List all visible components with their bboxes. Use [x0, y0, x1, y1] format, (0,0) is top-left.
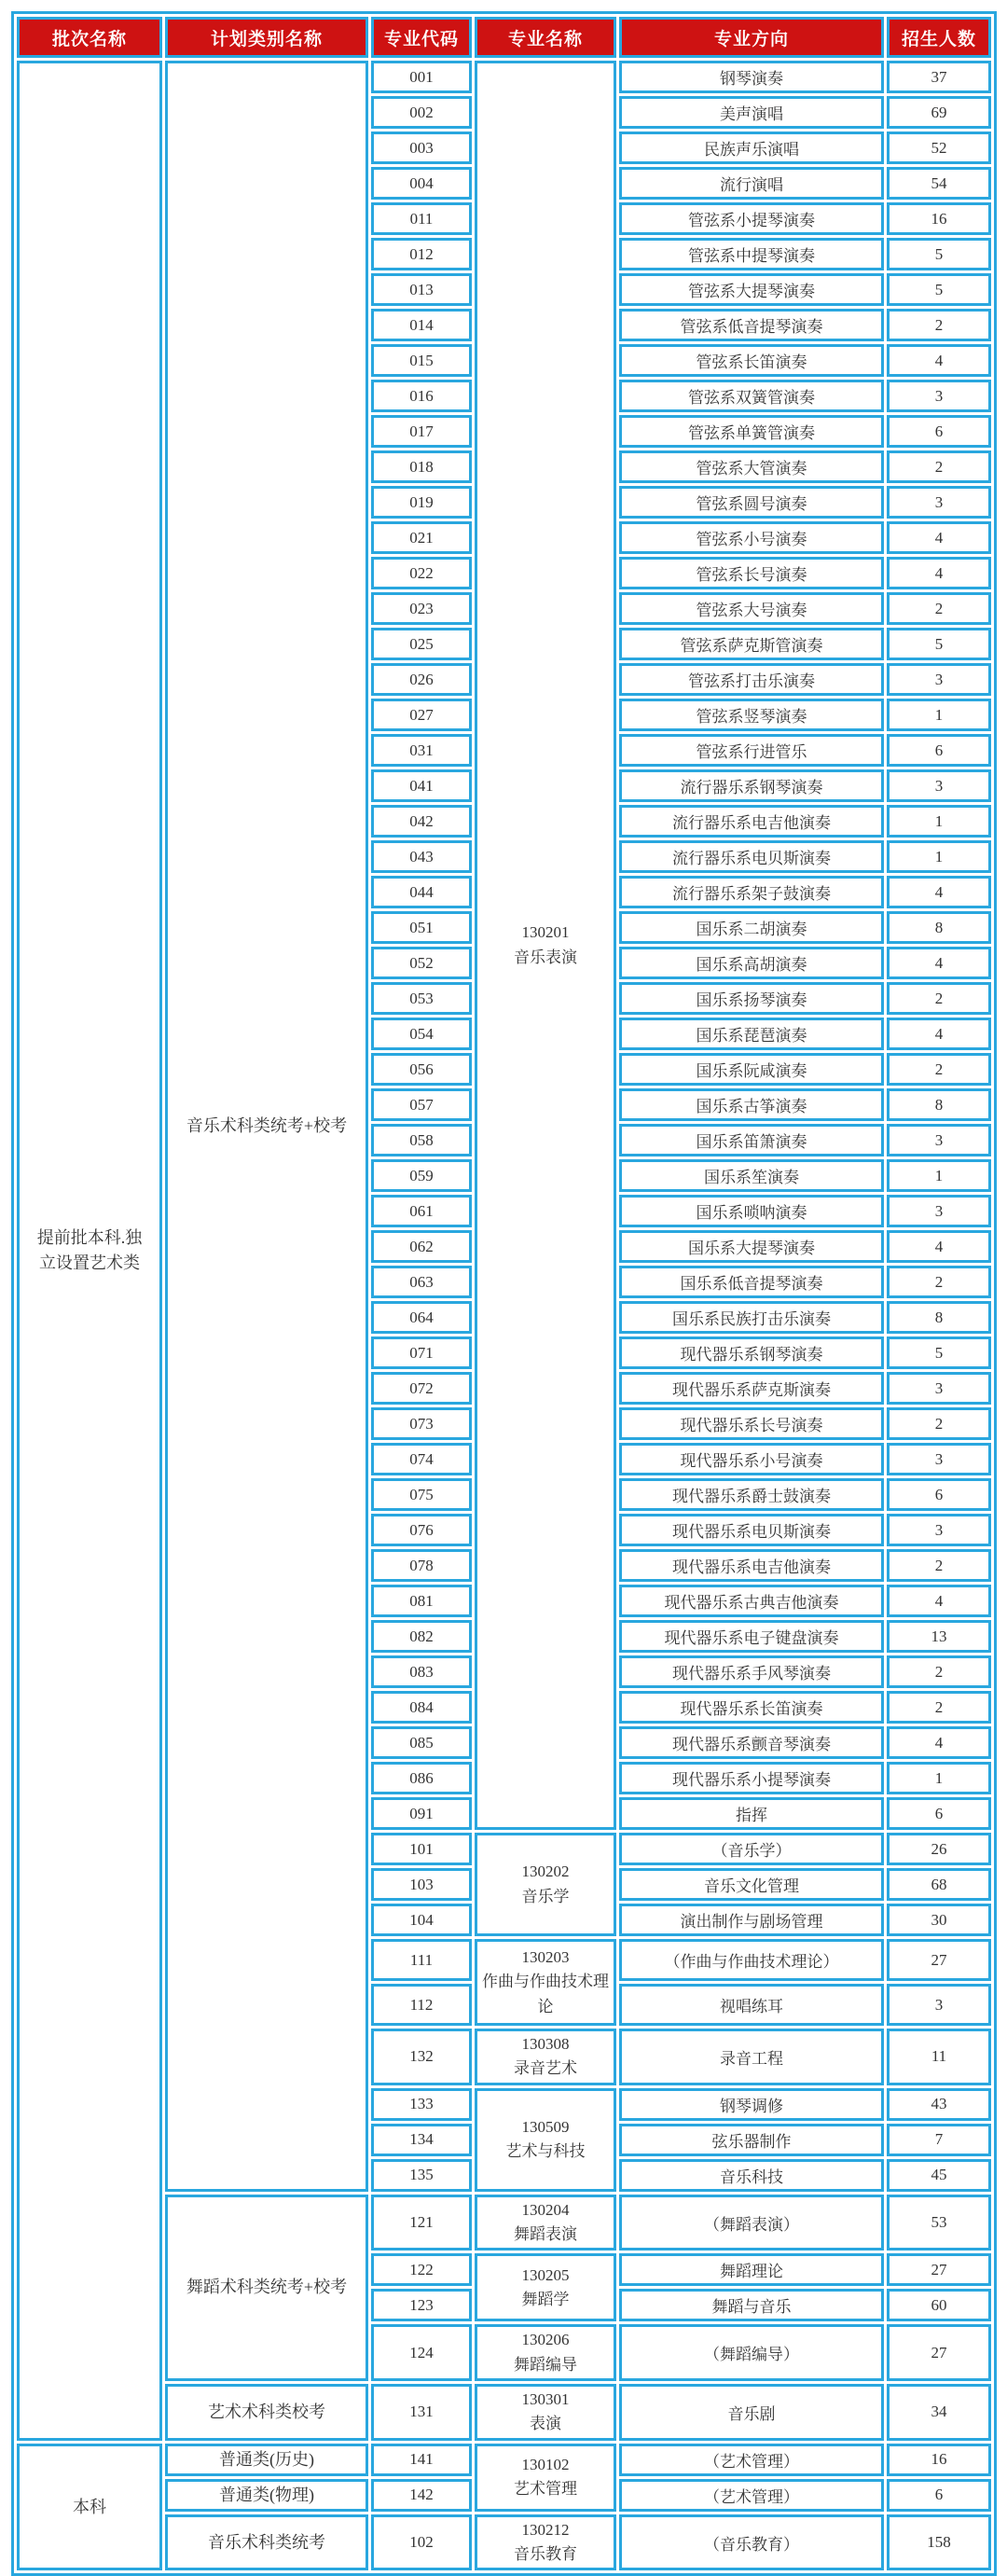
- direction-cell: 国乐系古筝演奏: [619, 1088, 884, 1121]
- direction-cell: 现代器乐系小提琴演奏: [619, 1762, 884, 1794]
- count-cell: 27: [887, 2253, 991, 2286]
- major-id-text: 130509: [521, 2117, 570, 2136]
- major-code-cell: 103: [371, 1868, 472, 1901]
- major-cell: [475, 1833, 616, 1936]
- column-header-category: 计划类别名称: [165, 17, 368, 58]
- count-cell: 1: [887, 1762, 991, 1794]
- count-cell: 7: [887, 2124, 991, 2156]
- count-cell: 8: [887, 1088, 991, 1121]
- major-code-cell: 019: [371, 486, 472, 519]
- direction-cell: 管弦系打击乐演奏: [619, 663, 884, 696]
- direction-cell: 管弦系萨克斯管演奏: [619, 628, 884, 660]
- major-id-text: 130201: [521, 923, 570, 942]
- major-cell: [475, 2324, 616, 2381]
- direction-cell: 管弦系竖琴演奏: [619, 699, 884, 731]
- direction-cell: 管弦系低音提琴演奏: [619, 309, 884, 341]
- direction-cell: 流行器乐系电贝斯演奏: [619, 840, 884, 873]
- major-id-text: 130205: [521, 2265, 570, 2284]
- count-cell: 2: [887, 1407, 991, 1440]
- direction-cell: 现代器乐系电子键盘演奏: [619, 1620, 884, 1653]
- count-cell: 8: [887, 911, 991, 944]
- direction-cell: 钢琴演奏: [619, 61, 884, 93]
- major-code-cell: 013: [371, 273, 472, 306]
- direction-cell: 管弦系大提琴演奏: [619, 273, 884, 306]
- direction-cell: （舞蹈编导）: [619, 2324, 884, 2381]
- table-row: [17, 2324, 991, 2381]
- major-code-cell: 021: [371, 521, 472, 554]
- count-cell: 3: [887, 1195, 991, 1227]
- major-cell: [475, 2195, 616, 2251]
- direction-cell: 管弦系中提琴演奏: [619, 238, 884, 270]
- count-cell: 158: [887, 2514, 991, 2571]
- major-code-cell: 002: [371, 96, 472, 129]
- count-cell: 3: [887, 769, 991, 802]
- table-row: [17, 1833, 991, 1865]
- direction-cell: 现代器乐系古典吉他演奏: [619, 1585, 884, 1617]
- major-code-cell: 135: [371, 2159, 472, 2192]
- column-header-major-name: 专业名称: [475, 17, 616, 58]
- direction-cell: 音乐科技: [619, 2159, 884, 2192]
- table-row: [17, 2514, 991, 2571]
- table-row: [17, 2444, 991, 2476]
- count-cell: 4: [887, 521, 991, 554]
- major-id-text: 130212: [521, 2520, 570, 2539]
- direction-cell: 钢琴调修: [619, 2088, 884, 2121]
- major-id-text: 130202: [521, 1863, 570, 1881]
- count-cell: 2: [887, 1655, 991, 1688]
- count-cell: 1: [887, 805, 991, 838]
- direction-cell: 国乐系笙演奏: [619, 1159, 884, 1192]
- major-code-cell: 134: [371, 2124, 472, 2156]
- major-code-cell: 018: [371, 450, 472, 483]
- count-cell: 16: [887, 2444, 991, 2476]
- category-cell: 舞蹈术科类统考+校考: [165, 2195, 368, 2381]
- count-cell: 27: [887, 1939, 991, 1981]
- category-cell: 艺术术科类校考: [165, 2384, 368, 2441]
- major-name-text: 艺术与科技: [505, 2142, 586, 2161]
- major-code-cell: 073: [371, 1407, 472, 1440]
- direction-cell: 民族声乐演唱: [619, 132, 884, 164]
- major-id-text: 130102: [521, 2455, 570, 2473]
- major-code-cell: 057: [371, 1088, 472, 1121]
- major-cell: [475, 1939, 616, 2026]
- direction-cell: 管弦系圆号演奏: [619, 486, 884, 519]
- major-code-cell: 071: [371, 1336, 472, 1369]
- major-code-cell: 091: [371, 1797, 472, 1830]
- major-code-cell: 015: [371, 344, 472, 377]
- column-header-major-code: 专业代码: [371, 17, 472, 58]
- direction-cell: 现代器乐系手风琴演奏: [619, 1655, 884, 1688]
- major-name-text: 舞蹈学: [521, 2290, 570, 2308]
- direction-cell: 现代器乐系电贝斯演奏: [619, 1514, 884, 1546]
- count-cell: 3: [887, 380, 991, 412]
- major-name-text: 舞蹈表演: [514, 2225, 577, 2244]
- major-code-cell: 062: [371, 1230, 472, 1263]
- count-cell: 2: [887, 592, 991, 625]
- major-code-cell: 058: [371, 1124, 472, 1156]
- major-code-cell: 132: [371, 2029, 472, 2085]
- major-code-cell: 123: [371, 2289, 472, 2321]
- count-cell: 4: [887, 947, 991, 979]
- direction-cell: 管弦系小号演奏: [619, 521, 884, 554]
- direction-cell: （艺术管理）: [619, 2479, 884, 2512]
- direction-cell: 现代器乐系长号演奏: [619, 1407, 884, 1440]
- major-cell: [475, 2253, 616, 2321]
- major-code-cell: 004: [371, 167, 472, 200]
- direction-cell: 音乐文化管理: [619, 1868, 884, 1901]
- direction-cell: 现代器乐系萨克斯演奏: [619, 1372, 884, 1405]
- direction-cell: （作曲与作曲技术理论）: [619, 1939, 884, 1981]
- count-cell: 30: [887, 1904, 991, 1936]
- major-code-cell: 124: [371, 2324, 472, 2381]
- count-cell: 2: [887, 1053, 991, 1086]
- direction-cell: 国乐系唢呐演奏: [619, 1195, 884, 1227]
- count-cell: 37: [887, 61, 991, 93]
- major-code-cell: 078: [371, 1549, 472, 1582]
- count-cell: 2: [887, 309, 991, 341]
- major-code-cell: 056: [371, 1053, 472, 1086]
- major-code-cell: 044: [371, 876, 472, 908]
- table-row: [17, 1939, 991, 1981]
- major-code-cell: 053: [371, 982, 472, 1015]
- direction-cell: 国乐系笛箫演奏: [619, 1124, 884, 1156]
- count-cell: 34: [887, 2384, 991, 2441]
- direction-cell: 管弦系单簧管演奏: [619, 415, 884, 448]
- major-name-text: 艺术管理: [514, 2480, 577, 2499]
- count-cell: 3: [887, 663, 991, 696]
- category-cell: 音乐术科类统考: [165, 2514, 368, 2571]
- count-cell: 4: [887, 344, 991, 377]
- count-cell: 3: [887, 486, 991, 519]
- count-cell: 5: [887, 273, 991, 306]
- direction-cell: 现代器乐系颤音琴演奏: [619, 1726, 884, 1759]
- category-cell: 普通类(历史): [165, 2444, 368, 2476]
- direction-cell: 管弦系行进管乐: [619, 734, 884, 767]
- count-cell: 4: [887, 1018, 991, 1050]
- count-cell: 3: [887, 1984, 991, 2026]
- major-cell: [475, 61, 616, 1830]
- major-code-cell: 026: [371, 663, 472, 696]
- major-code-cell: 104: [371, 1904, 472, 1936]
- column-header-enrollment: 招生人数: [887, 17, 991, 58]
- major-code-cell: 072: [371, 1372, 472, 1405]
- direction-cell: 流行器乐系钢琴演奏: [619, 769, 884, 802]
- direction-cell: 管弦系小提琴演奏: [619, 202, 884, 235]
- major-name-text: 音乐表演: [514, 948, 577, 966]
- major-code-cell: 011: [371, 202, 472, 235]
- major-cell: [475, 2088, 616, 2192]
- major-name-text: 表演: [530, 2415, 561, 2433]
- major-code-cell: 121: [371, 2195, 472, 2251]
- major-code-cell: 102: [371, 2514, 472, 2571]
- direction-cell: 管弦系长笛演奏: [619, 344, 884, 377]
- major-code-cell: 141: [371, 2444, 472, 2476]
- direction-cell: 舞蹈理论: [619, 2253, 884, 2286]
- major-code-cell: 016: [371, 380, 472, 412]
- major-code-cell: 052: [371, 947, 472, 979]
- major-code-cell: 112: [371, 1984, 472, 2026]
- count-cell: 6: [887, 1797, 991, 1830]
- count-cell: 53: [887, 2195, 991, 2251]
- direction-cell: 国乐系民族打击乐演奏: [619, 1301, 884, 1334]
- table-row: [17, 2384, 991, 2441]
- direction-cell: 国乐系扬琴演奏: [619, 982, 884, 1015]
- direction-cell: 国乐系低音提琴演奏: [619, 1266, 884, 1298]
- table-body: [17, 61, 991, 2570]
- count-cell: 1: [887, 840, 991, 873]
- count-cell: 4: [887, 1726, 991, 1759]
- major-id-text: 130206: [521, 2331, 570, 2349]
- major-code-cell: 111: [371, 1939, 472, 1981]
- major-id-text: 130203: [521, 1947, 570, 1966]
- major-code-cell: 023: [371, 592, 472, 625]
- direction-cell: 音乐剧: [619, 2384, 884, 2441]
- direction-cell: （音乐教育）: [619, 2514, 884, 2571]
- major-code-cell: 025: [371, 628, 472, 660]
- count-cell: 2: [887, 982, 991, 1015]
- count-cell: 2: [887, 1549, 991, 1582]
- table-row: [17, 61, 991, 93]
- table-row: [17, 2253, 991, 2286]
- count-cell: 2: [887, 450, 991, 483]
- direction-cell: 流行演唱: [619, 167, 884, 200]
- major-name-text: 音乐教育: [514, 2545, 577, 2564]
- count-cell: 3: [887, 1124, 991, 1156]
- count-cell: 1: [887, 699, 991, 731]
- direction-cell: 国乐系二胡演奏: [619, 911, 884, 944]
- major-code-cell: 003: [371, 132, 472, 164]
- admissions-plan-table: [11, 11, 997, 2576]
- major-code-cell: 131: [371, 2384, 472, 2441]
- count-cell: 2: [887, 1266, 991, 1298]
- major-cell: [475, 2444, 616, 2512]
- count-cell: 4: [887, 1585, 991, 1617]
- major-code-cell: 063: [371, 1266, 472, 1298]
- major-code-cell: 061: [371, 1195, 472, 1227]
- count-cell: 60: [887, 2289, 991, 2321]
- count-cell: 43: [887, 2088, 991, 2121]
- major-id-text: 130308: [521, 2035, 570, 2053]
- major-name-text: 舞蹈编导: [514, 2355, 577, 2374]
- batch-cell: 本科: [17, 2444, 162, 2571]
- major-code-cell: 027: [371, 699, 472, 731]
- table-row: [17, 2195, 991, 2251]
- direction-cell: 国乐系高胡演奏: [619, 947, 884, 979]
- major-code-cell: 076: [371, 1514, 472, 1546]
- direction-cell: 管弦系大管演奏: [619, 450, 884, 483]
- count-cell: 13: [887, 1620, 991, 1653]
- batch-cell: 提前批本科.独立设置艺术类: [17, 61, 162, 2441]
- count-cell: 11: [887, 2029, 991, 2085]
- major-code-cell: 133: [371, 2088, 472, 2121]
- major-id-text: 130301: [521, 2390, 570, 2409]
- count-cell: 6: [887, 415, 991, 448]
- direction-cell: 管弦系双簧管演奏: [619, 380, 884, 412]
- direction-cell: 现代器乐系电吉他演奏: [619, 1549, 884, 1582]
- major-name-text: 录音艺术: [514, 2059, 577, 2078]
- count-cell: 3: [887, 1443, 991, 1475]
- direction-cell: （艺术管理）: [619, 2444, 884, 2476]
- direction-cell: 国乐系大提琴演奏: [619, 1230, 884, 1263]
- count-cell: 6: [887, 2479, 991, 2512]
- header-row: [17, 17, 991, 58]
- count-cell: 3: [887, 1372, 991, 1405]
- category-cell: 音乐术科类统考+校考: [165, 61, 368, 2192]
- major-code-cell: 074: [371, 1443, 472, 1475]
- count-cell: 27: [887, 2324, 991, 2381]
- direction-cell: 现代器乐系爵士鼓演奏: [619, 1478, 884, 1511]
- count-cell: 1: [887, 1159, 991, 1192]
- direction-cell: 视唱练耳: [619, 1984, 884, 2026]
- major-cell: [475, 2384, 616, 2441]
- major-code-cell: 012: [371, 238, 472, 270]
- count-cell: 4: [887, 1230, 991, 1263]
- major-code-cell: 043: [371, 840, 472, 873]
- direction-cell: （音乐学）: [619, 1833, 884, 1865]
- direction-cell: （舞蹈表演）: [619, 2195, 884, 2251]
- count-cell: 68: [887, 1868, 991, 1901]
- count-cell: 3: [887, 1514, 991, 1546]
- major-code-cell: 082: [371, 1620, 472, 1653]
- direction-cell: 美声演唱: [619, 96, 884, 129]
- major-cell: [475, 2029, 616, 2085]
- count-cell: 4: [887, 557, 991, 589]
- major-code-cell: 042: [371, 805, 472, 838]
- count-cell: 6: [887, 1478, 991, 1511]
- count-cell: 26: [887, 1833, 991, 1865]
- count-cell: 16: [887, 202, 991, 235]
- major-id-text: 130204: [521, 2200, 570, 2219]
- count-cell: 45: [887, 2159, 991, 2192]
- count-cell: 2: [887, 1691, 991, 1724]
- major-code-cell: 142: [371, 2479, 472, 2512]
- direction-cell: 指挥: [619, 1797, 884, 1830]
- major-code-cell: 064: [371, 1301, 472, 1334]
- direction-cell: 现代器乐系长笛演奏: [619, 1691, 884, 1724]
- category-cell: 普通类(物理): [165, 2479, 368, 2512]
- direction-cell: 流行器乐系电吉他演奏: [619, 805, 884, 838]
- major-code-cell: 022: [371, 557, 472, 589]
- count-cell: 5: [887, 628, 991, 660]
- direction-cell: 流行器乐系架子鼓演奏: [619, 876, 884, 908]
- column-header-batch: 批次名称: [17, 17, 162, 58]
- major-code-cell: 051: [371, 911, 472, 944]
- major-code-cell: 122: [371, 2253, 472, 2286]
- table-row: [17, 2029, 991, 2085]
- direction-cell: 现代器乐系钢琴演奏: [619, 1336, 884, 1369]
- direction-cell: 管弦系大号演奏: [619, 592, 884, 625]
- direction-cell: 弦乐器制作: [619, 2124, 884, 2156]
- major-code-cell: 001: [371, 61, 472, 93]
- major-code-cell: 075: [371, 1478, 472, 1511]
- count-cell: 54: [887, 167, 991, 200]
- direction-cell: 演出制作与剧场管理: [619, 1904, 884, 1936]
- major-code-cell: 054: [371, 1018, 472, 1050]
- direction-cell: 现代器乐系小号演奏: [619, 1443, 884, 1475]
- major-code-cell: 014: [371, 309, 472, 341]
- count-cell: 52: [887, 132, 991, 164]
- major-code-cell: 081: [371, 1585, 472, 1617]
- direction-cell: 国乐系琵琶演奏: [619, 1018, 884, 1050]
- count-cell: 4: [887, 876, 991, 908]
- major-cell: [475, 2514, 616, 2571]
- major-code-cell: 083: [371, 1655, 472, 1688]
- direction-cell: 录音工程: [619, 2029, 884, 2085]
- major-code-cell: 031: [371, 734, 472, 767]
- major-name-text: 作曲与作曲技术理论: [482, 1973, 609, 2015]
- major-code-cell: 059: [371, 1159, 472, 1192]
- major-code-cell: 085: [371, 1726, 472, 1759]
- count-cell: 69: [887, 96, 991, 129]
- count-cell: 6: [887, 734, 991, 767]
- table-row: [17, 2088, 991, 2121]
- direction-cell: 舞蹈与音乐: [619, 2289, 884, 2321]
- major-code-cell: 041: [371, 769, 472, 802]
- direction-cell: 管弦系长号演奏: [619, 557, 884, 589]
- count-cell: 8: [887, 1301, 991, 1334]
- major-code-cell: 086: [371, 1762, 472, 1794]
- major-code-cell: 017: [371, 415, 472, 448]
- count-cell: 5: [887, 238, 991, 270]
- direction-cell: 国乐系阮咸演奏: [619, 1053, 884, 1086]
- count-cell: 5: [887, 1336, 991, 1369]
- column-header-direction: 专业方向: [619, 17, 884, 58]
- major-code-cell: 084: [371, 1691, 472, 1724]
- major-name-text: 音乐学: [521, 1887, 570, 1905]
- major-code-cell: 101: [371, 1833, 472, 1865]
